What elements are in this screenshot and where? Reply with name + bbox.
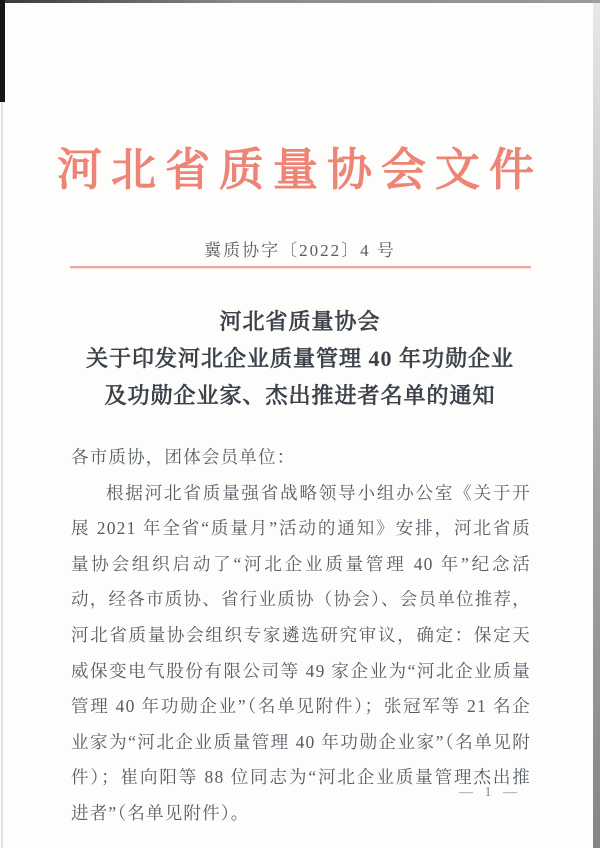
document-title-line-1: 河北省质量协会 bbox=[219, 309, 381, 334]
scan-edge-top bbox=[0, 0, 600, 3]
document-title-line-3: 及功勋企业家、杰出推进者名单的通知 bbox=[104, 383, 496, 408]
scan-edge-left bbox=[0, 0, 5, 102]
scan-edge-right bbox=[593, 0, 600, 848]
body-paragraph: 根据河北省质量强省战略领导小组办公室《关于开展 2021 年全省“质量月”活动的通知》安排，河北省质量协会组织启动了“河北企业质量管理 40 年”纪念活动，经各市质协、省行业质协（协会）、会员单位推荐，河北省质量协会组织专家遴选研究审议，确定：保定天威保变电气股份有限公司等 49 家企业为“河北企业质量管理 40 年功勋企业”（名单见附件）；张冠军等 21 名企业家为“河北企业质量管理 40 年功勋企业家”（名单见附件）；崔向阳等 88 位同志为“河北企业质量管理杰出推进者”（名单见附件）。 bbox=[71, 482, 532, 823]
document-number: 冀质协字〔2022〕4 号 bbox=[204, 241, 396, 260]
page-number: — 1 — bbox=[459, 785, 521, 800]
salutation-line: 各市质协，团体会员单位： bbox=[71, 447, 296, 467]
document-title-line-2: 关于印发河北企业质量管理 40 年功勋企业 bbox=[85, 346, 514, 371]
document-title bbox=[40, 303, 560, 414]
red-divider-rule bbox=[70, 266, 531, 268]
letterhead-title: 河北省质量协会文件 bbox=[56, 145, 543, 195]
scan-edge-left-faint bbox=[1, 102, 3, 848]
document-body bbox=[71, 440, 531, 832]
